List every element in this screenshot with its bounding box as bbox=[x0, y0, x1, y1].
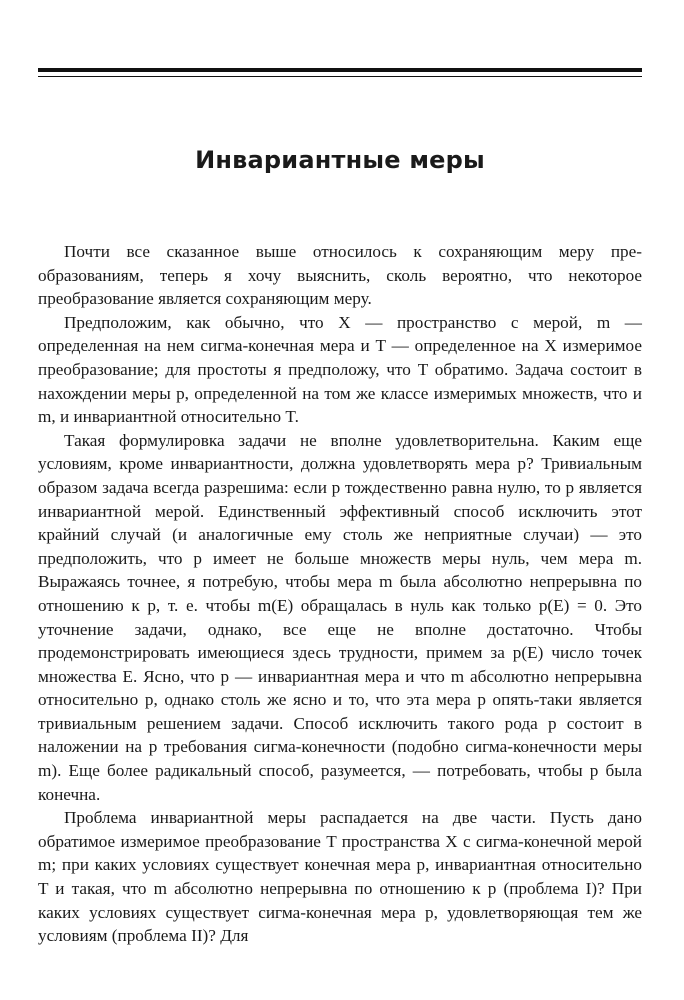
paragraph-2: Предположим, как обычно, что X — пространство с мерой, m — определенная на нем сигма-конечная мера и T — определенное на X измеримое преобразование; для простоты я предположу, что T обратимо. Задача состоит в нахождении меры p, определенной на том же классе измеримых множеств, что и m, и инвариантной относительно T. bbox=[38, 312, 642, 427]
header-rule-thin bbox=[38, 76, 642, 77]
body-text bbox=[38, 240, 642, 948]
paragraph-1: Почти все сказанное выше относилось к сохраняющим меру преобразованиям, теперь я хочу выяснить, сколь вероятно, что некоторое преобразование является сохраняющим меру. bbox=[38, 242, 642, 309]
chapter-title: Инвариантные меры bbox=[195, 146, 485, 174]
paragraph-4: Проблема инвариантной меры распадается на две части. Пусть дано обратимое измеримое преобразование T пространства X с сигма-конечной мерой m; при каких условиях существует конечная мера p, инвариантная относительно T и такая, что m абсолютно непрерывна по отношению к p (проблема I)? При каких условиях существует сигма-конечная мера p, удовлетворяющая тем же условиям (проблема II)? Для bbox=[38, 808, 642, 946]
header-rule-thick bbox=[38, 68, 642, 72]
paragraph-3: Такая формулировка задачи не вполне удовлетворительна. Каким еще условиям, кроме инвариантности, должна удовлетворять мера p? Тривиальным образом задача всегда разрешима: если p тождественно равна нулю, то p является инвариантной мерой. Единственный эффективный способ исключить этот крайний случай (и аналогичные ему столь же неприятные случаи) — это предположить, что p имеет не больше множеств меры нуль, чем мера m. Выражаясь точнее, я потребую, чтобы мера m была абсолютно непрерывна по отношению к p, т. е. чтобы m(E) обращалась в нуль как только p(E) = 0. Это уточнение задачи, однако, все еще не вполне достаточно. Чтобы продемонстрировать имеющиеся здесь трудности, примем за p(E) число точек множества E. Ясно, что p — инвариантная мера и что m абсолютно непрерывна относительно p, однако столь же ясно и то, что эта мера p опять-таки является тривиальным решением задачи. Способ исключить такого рода p состоит в наложении на p требования сигма-конечности (подобно сигма-конечности меры m). Еще более радикальный способ, разумеется, — потребовать, чтобы p была конечна. bbox=[38, 430, 642, 804]
